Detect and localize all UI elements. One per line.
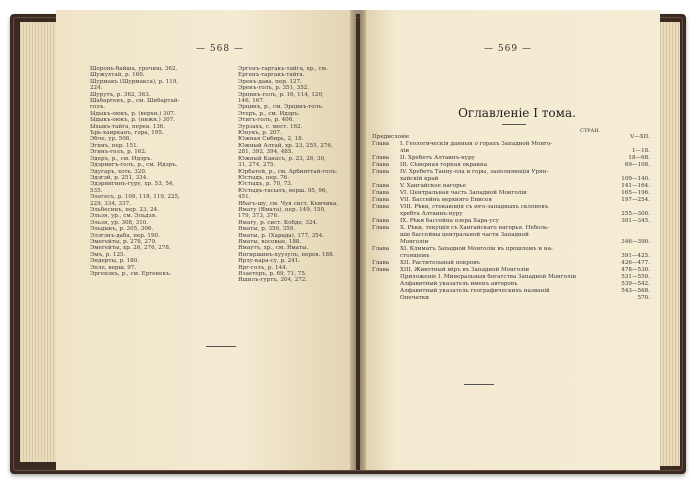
toc-entry — [372, 190, 650, 197]
index-entry: Южный Канасъ, р. 23, 26, 30, — [238, 155, 326, 162]
page-edges-left — [20, 22, 60, 462]
index-entry: Ябагъ-шу, см. Чуя сист. Кемчика. — [238, 200, 339, 207]
toc-entry — [372, 267, 650, 274]
index-entry: Янгиршинъ-хуузулъ, перев. 188. — [238, 251, 335, 258]
toc-preface-label: Предисловіе — [372, 134, 410, 140]
toc-entry-title: VI. Центральная часть Западной Монголіи — [400, 190, 527, 196]
right-page-end-rule — [464, 384, 494, 385]
toc-entry-pages — [604, 169, 650, 176]
toc-entry-pages: 391—425. — [621, 253, 650, 259]
toc-entry — [372, 204, 650, 211]
toc-chapter-label: Глава — [372, 169, 390, 175]
toc-entry-title: V. Хангайское нагорье — [400, 183, 467, 189]
toc-entry-pages: 543—568. — [621, 288, 650, 294]
toc-pages-header: СТРАН. — [580, 128, 601, 134]
toc-entry-title: XI. Климатъ Западной Монголіи въ прошломъ и на- — [400, 246, 553, 252]
toc-entry — [372, 260, 650, 267]
index-entry: Эрцинъ-голъ, р. 16, 114, 120, — [238, 91, 324, 98]
toc-entry — [372, 176, 650, 183]
index-entry: 146, 167. — [238, 98, 265, 105]
index-entry: Ыдыкъ-оюкъ, р. (верхн.) 307. — [90, 110, 176, 117]
toc-entry-title: II. Хребетъ Алтаинъ-нуру — [400, 155, 475, 161]
index-entry: Эмегейты, р. 278, 279. — [90, 238, 157, 245]
index-entry: Шужухтай, р. 160. — [90, 72, 145, 79]
toc-entry — [372, 197, 650, 204]
index-entry: Эренъ-голъ, р. 351, 352. — [238, 85, 310, 92]
toc-preface — [372, 134, 650, 141]
toc-chapter-label: Глава — [372, 141, 390, 147]
index-entry: Эбче, ур. 508. — [90, 136, 132, 143]
toc-entry-title: Алфавитный указатель именъ авторовъ — [400, 281, 518, 287]
index-entry: Юстыдъ-тасылъ, верш. 95, 96, — [238, 187, 328, 194]
index-entry: Ыдыкъ-оюкъ, р. (нижн.) 307. — [90, 117, 176, 124]
toc-chapter-label: Глава — [372, 218, 390, 224]
index-entry: Этеръ, р., см. Идэръ. — [238, 110, 300, 117]
toc-chapter-label — [372, 211, 400, 218]
index-entry: Юнукъ, р. 207. — [238, 130, 282, 137]
toc-chapter-label — [372, 176, 400, 183]
toc-entry — [372, 211, 650, 218]
toc-entry-title: I. Геологическія данныя о горахъ Западной Монго- — [400, 141, 553, 147]
index-entry: Ямату, р. сист. Кобдо, 324. — [238, 219, 318, 226]
index-entry: Ярлу-кара-су, р. 241. — [238, 258, 301, 265]
toc-entry — [372, 148, 650, 155]
index-entry: Эльбесинъ, пер. 23, 24. — [90, 206, 160, 213]
index-entry: Яшилъ-гуртъ, 204, 272. — [238, 277, 308, 284]
index-entry: Шурмакъ (Шурмакса), р. 119, — [90, 78, 179, 85]
toc-chapter-label: Глава — [372, 190, 390, 196]
toc-chapter-label: Глава — [372, 162, 390, 168]
toc-chapter-label — [372, 281, 400, 288]
index-entry: Юстыдъ, р. 70, 73. — [238, 181, 293, 188]
index-entry: Эмегейты, хр. 26, 276, 278. — [90, 245, 171, 252]
toc-entry — [372, 169, 650, 176]
left-page-number: — 568 — — [196, 44, 244, 54]
toc-chapter-label: Глава — [372, 155, 390, 161]
toc-entry-title: VII. Бассейнъ верхняго Енисея — [400, 197, 492, 203]
toc-entry — [372, 274, 650, 281]
index-entry: 224. — [90, 85, 103, 92]
index-entry: 535. — [90, 187, 103, 194]
toc-entry-pages: 570. — [637, 295, 650, 301]
toc-entry — [372, 141, 650, 148]
index-entry: Ярг-голъ, р. 144. — [238, 264, 288, 271]
index-entry: Ямату (Ямата), пер. 149, 150, — [238, 206, 326, 213]
toc-entry-title: хайскій край — [400, 176, 439, 182]
toc-entry-title: шіе бассейны центральной части Западной — [400, 232, 529, 238]
toc-entry — [372, 162, 650, 169]
index-entry: Элегесъ, р. 109, 118, 119, 225, — [90, 194, 180, 201]
left-page-end-rule — [206, 346, 236, 347]
toc-entry-pages: 197—254. — [621, 197, 650, 203]
index-entry: Эдэгэй, р. 251, 334. — [90, 174, 149, 181]
index-entry: Эльдыкъ, р. 305, 306. — [90, 226, 154, 233]
toc-entry-pages: 165—196. — [621, 190, 650, 196]
index-entry: голъ. — [90, 104, 106, 111]
index-entry: Эдэрингинъ-гуру, хр. 53, 54, — [90, 181, 175, 188]
toc-title-rule — [502, 124, 526, 125]
index-entry: Эгинъ-голъ, р. 162. — [90, 149, 147, 156]
toc-entry-title: IX. Рѣки бассейна озера Хара-усу — [400, 218, 499, 224]
toc-chapter-label: Глава — [372, 204, 390, 210]
index-entry: Эмъ, р. 125. — [90, 251, 126, 258]
index-entry: Южная Сибирь, 2, 18. — [238, 136, 304, 143]
index-entry: Эльзя, ур. 308, 310. — [90, 219, 149, 226]
toc-entry-pages: 255—300. — [621, 211, 650, 217]
toc-chapter-label — [372, 274, 400, 281]
index-entry: Яматы, р. 350, 359. — [238, 226, 296, 233]
toc-entry-pages: 426—477. — [621, 260, 650, 266]
toc-entry-title: VIII. Рѣки, стекающія съ юго-западныхъ склоновъ — [400, 204, 549, 210]
index-entry: Эндерты, р. 180. — [90, 258, 140, 265]
index-entry: Эурзахъ, с. мест. 162. — [238, 123, 303, 130]
index-entry: Эрцинъ, р., см. Эрцинъ-голъ. — [238, 104, 324, 111]
toc-entry-pages: 69—108. — [624, 162, 650, 168]
toc-entry — [372, 183, 650, 190]
toc-entry-pages: 301—345. — [621, 218, 650, 224]
toc-entry — [372, 155, 650, 162]
toc-entry-title: хребта Алтаинъ-нуру — [400, 211, 463, 217]
toc-entry-pages — [604, 232, 650, 239]
toc-preface-pages: V—XII. — [630, 134, 650, 140]
toc-entry-title: XII. Растительный покровъ — [400, 260, 480, 266]
index-entry: Эдеръ, р., см. Идэръ. — [90, 155, 153, 162]
toc-chapter-label: Глава — [372, 267, 390, 273]
index-entry: 451. — [238, 194, 251, 201]
toc-entry-pages: 478—530. — [621, 267, 650, 273]
index-entry: Ергенъ-таргакъ-тайга. — [238, 72, 305, 79]
index-entry: Эдэрингъ-голъ, р., см. Идэръ. — [90, 162, 178, 169]
index-entry: Эргенъ-таргакъ-тайга, хр., см. — [238, 66, 328, 72]
toc-entry — [372, 232, 650, 239]
index-column-2 — [238, 66, 356, 284]
toc-chapter-label: Глава — [372, 260, 390, 266]
toc-entry — [372, 295, 650, 302]
toc-entry-pages: 18—68. — [628, 155, 650, 161]
index-entry: Эльзя, ур., см. Эльдзя. — [90, 213, 157, 220]
toc-chapter-label: Глава — [372, 225, 390, 231]
toc-chapter-label — [372, 288, 400, 295]
toc-chapter-label: Глава — [372, 183, 390, 189]
index-entry: Южный Алтай, хр. 23, 255, 276, — [238, 142, 333, 149]
toc-chapter-label: Глава — [372, 246, 390, 252]
index-entry: Шабаргенъ, р., см. Шибартай- — [90, 98, 180, 105]
index-entry: Ърь-хаирканъ, гора, 195. — [90, 130, 164, 137]
index-column-1 — [90, 66, 230, 277]
toc-chapter-label — [372, 239, 400, 246]
toc-entry-pages: 109—140. — [621, 176, 650, 182]
toc-title: Оглавленіе I тома. — [458, 106, 576, 120]
index-entry: Этигъ-голъ, р. 406. — [238, 117, 295, 124]
index-entry: Эпле, верш. 97. — [90, 264, 137, 271]
toc-entry — [372, 239, 650, 246]
toc-entry — [372, 218, 650, 225]
toc-entry-title: III. Сѣверная горная окраина — [400, 162, 488, 168]
toc-chapter-label — [372, 253, 400, 260]
index-entry: Эренъ-дава, пер. 127. — [238, 78, 302, 85]
index-entry: Ямаутъ, хр., см. Яматы. — [238, 245, 309, 252]
index-entry: Ыхыкъ-тайга, перев. 136. — [90, 123, 166, 130]
index-entry: Шоронъ-байша, урочищ. 362. — [90, 66, 178, 72]
index-entry: 229, 334, 337. — [90, 200, 131, 207]
index-entry: Эгинъ, пер. 151. — [90, 142, 139, 149]
index-entry: Эргенэкъ, р., см. Ергенекъ. — [90, 271, 172, 277]
toc-chapter-label — [372, 148, 400, 155]
toc-list — [372, 134, 650, 302]
toc-entry-pages: 1—18. — [631, 148, 650, 154]
toc-entry — [372, 281, 650, 288]
toc-entry — [372, 288, 650, 295]
toc-entry-title: IV. Хребетъ Танну-ола и горы, заполняющія Урян- — [400, 169, 549, 175]
toc-entry — [372, 253, 650, 260]
toc-entry-title: Алфавитный указатель географическихъ названій — [400, 288, 550, 294]
right-page-number: — 569 — — [484, 44, 532, 54]
toc-entry-pages — [604, 246, 650, 253]
toc-entry-pages — [604, 204, 650, 211]
toc-chapter-label — [372, 295, 400, 302]
index-entry: 179, 373, 376. — [238, 213, 279, 220]
index-entry: Язаетеръ, р. 69, 71, 75. — [238, 271, 307, 277]
index-entry: 31, 274, 275. — [238, 162, 276, 169]
toc-entry-pages — [604, 141, 650, 148]
toc-entry-pages: 346—390. — [621, 239, 650, 245]
index-entry: Юрбатей, р., см. Арбингтай-голъ. — [238, 168, 338, 175]
toc-entry-pages: 539—542. — [621, 281, 650, 287]
toc-entry-title: XIII. Животный міръ въ Западной Монголіи — [400, 267, 530, 273]
toc-chapter-label: Глава — [372, 197, 390, 203]
toc-entry-title: стоящемъ — [400, 253, 430, 259]
toc-entry-pages: 531—550. — [621, 274, 650, 280]
toc-entry-title: Монголіи — [400, 239, 429, 245]
index-entry: Эдугаръ, хоть. 320. — [90, 168, 147, 175]
toc-entry-title: ліи — [400, 148, 410, 154]
index-entry: Шурутъ, р. 362, 363. — [90, 91, 151, 98]
toc-entry-title: X. Рѣки, текущія съ Хангайскаго нагорья. Неболь- — [400, 225, 549, 231]
index-entry: 281, 392, 394, 485. — [238, 149, 294, 156]
toc-entry-title: Опечатки — [400, 295, 429, 301]
index-entry: Юстыдъ, пер. 76. — [238, 174, 289, 181]
toc-entry — [372, 225, 650, 232]
toc-chapter-label — [372, 232, 400, 239]
index-entry: Яматы, восовые, 188. — [238, 238, 302, 245]
toc-entry-title: Приложеніе I. Минеральныя богатства Западной Монголіи — [400, 274, 577, 280]
toc-entry — [372, 246, 650, 253]
toc-entry-pages — [604, 225, 650, 232]
index-entry: Элэгэнъ-даба, пер. 190. — [90, 232, 160, 239]
toc-entry-pages: 141—164. — [621, 183, 650, 189]
index-entry: Яматы, р. (Харада), 177, 354. — [238, 232, 325, 239]
